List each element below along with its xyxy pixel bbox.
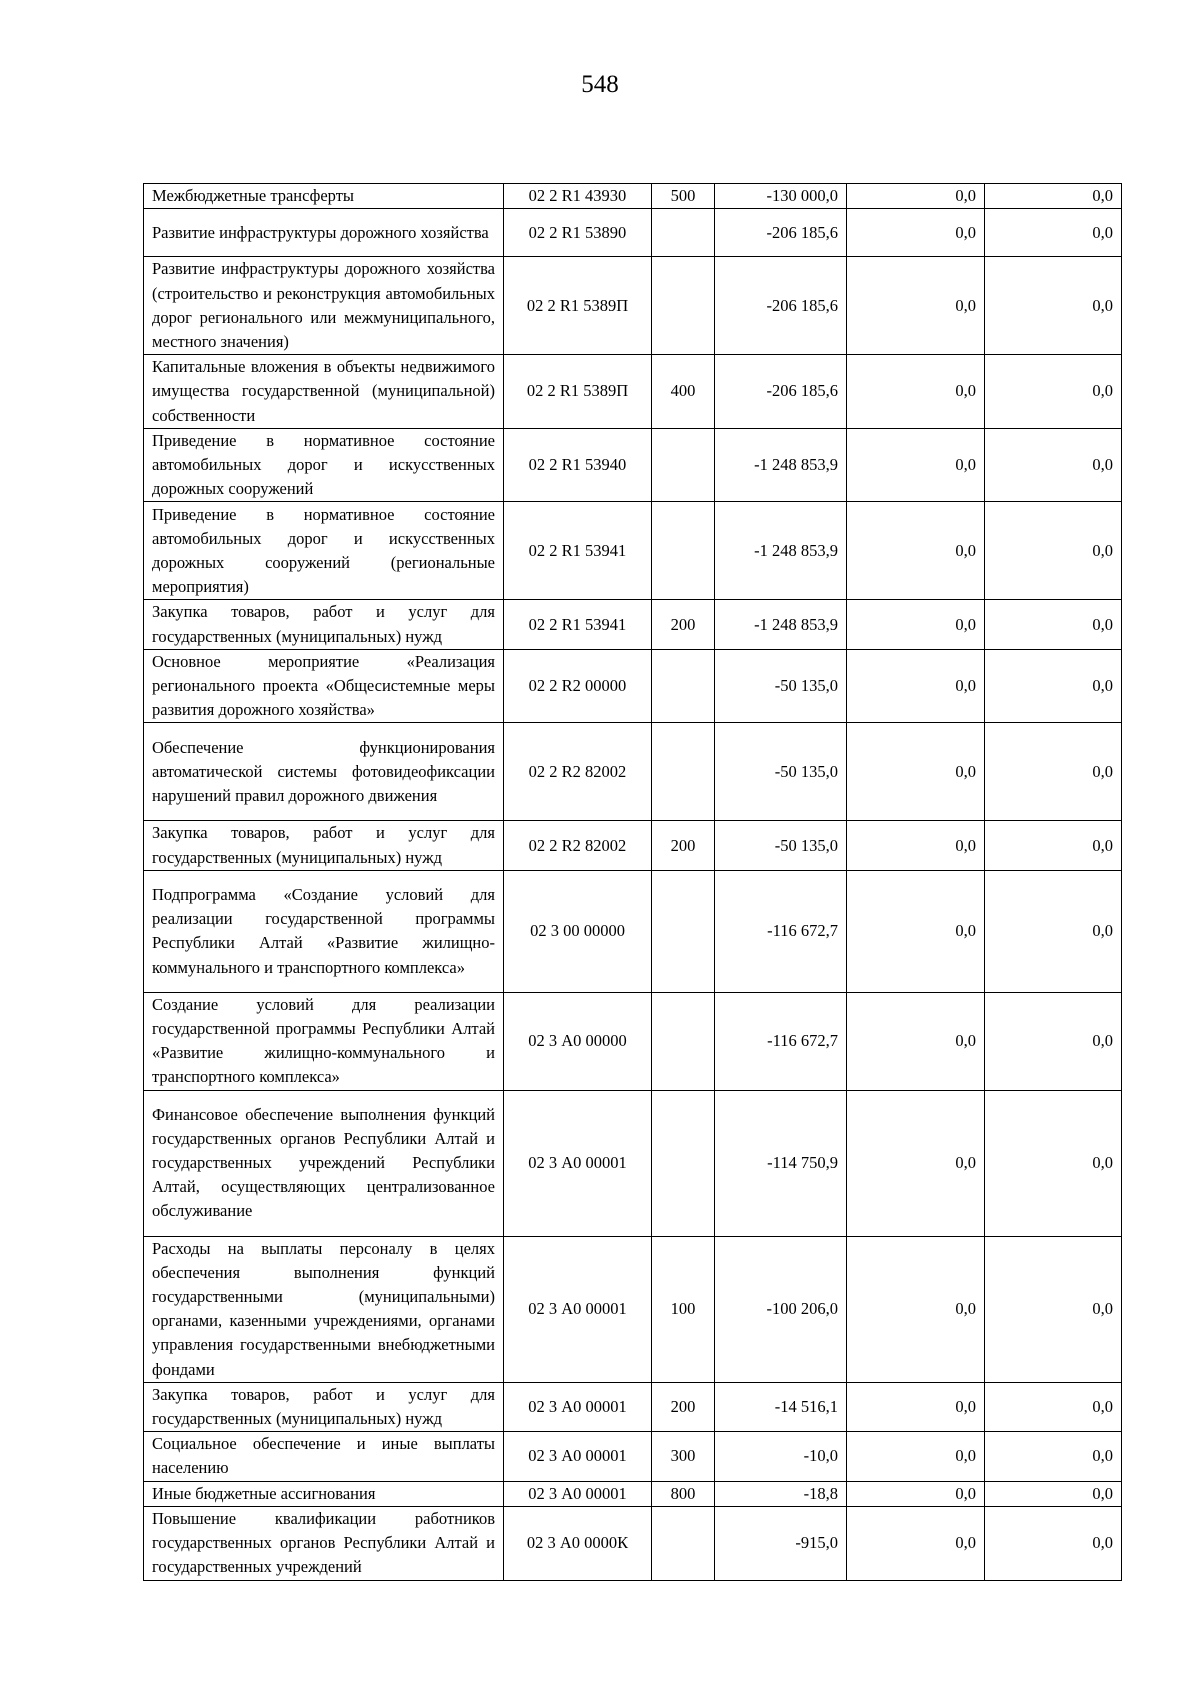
row-year2-cell: 0,0	[847, 1481, 985, 1506]
table-row	[144, 209, 1122, 257]
table-row	[144, 992, 1122, 1090]
row-amount-cell: -1 248 853,9	[715, 502, 847, 600]
row-amount-cell: -206 185,6	[715, 257, 847, 355]
row-name-cell: Развитие инфраструктуры дорожного хозяйства (строительство и реконструкция автомобильных дорог регионального или межмуниципального, местного значения)	[144, 257, 504, 355]
row-code-cell: 02 2 R2 82002	[504, 821, 652, 870]
row-code-cell: 02 2 R1 53941	[504, 600, 652, 649]
row-code-cell: 02 3 00 00000	[504, 870, 652, 992]
row-code-cell: 02 2 R1 5389П	[504, 355, 652, 429]
row-year3-cell: 0,0	[985, 1481, 1122, 1506]
table-row	[144, 1236, 1122, 1382]
row-amount-cell: -1 248 853,9	[715, 428, 847, 502]
row-expense-type-cell: 200	[652, 600, 715, 649]
table-row	[144, 870, 1122, 992]
row-year3-cell: 0,0	[985, 184, 1122, 209]
row-year2-cell: 0,0	[847, 600, 985, 649]
row-expense-type-cell	[652, 209, 715, 257]
row-expense-type-cell: 200	[652, 821, 715, 870]
row-year2-cell: 0,0	[847, 355, 985, 429]
row-year2-cell: 0,0	[847, 1236, 985, 1382]
row-amount-cell: -18,8	[715, 1481, 847, 1506]
row-amount-cell: -114 750,9	[715, 1090, 847, 1236]
row-expense-type-cell	[652, 257, 715, 355]
row-code-cell: 02 2 R1 53940	[504, 428, 652, 502]
row-year2-cell: 0,0	[847, 209, 985, 257]
table-row	[144, 184, 1122, 209]
row-name-cell: Приведение в нормативное состояние автомобильных дорог и искусственных дорожных сооружений	[144, 428, 504, 502]
row-name-cell: Социальное обеспечение и иные выплаты населению	[144, 1432, 504, 1481]
row-code-cell: 02 3 А0 0000К	[504, 1506, 652, 1580]
row-name-cell: Приведение в нормативное состояние автомобильных дорог и искусственных дорожных сооружений (региональные мероприятия)	[144, 502, 504, 600]
row-name-cell: Финансовое обеспечение выполнения функций государственных органов Республики Алтай и государственных учреждений Республики Алтай, осуществляющих централизованное обслуживание	[144, 1090, 504, 1236]
row-amount-cell: -100 206,0	[715, 1236, 847, 1382]
row-year3-cell: 0,0	[985, 649, 1122, 723]
row-expense-type-cell: 500	[652, 184, 715, 209]
row-code-cell: 02 2 R2 00000	[504, 649, 652, 723]
row-code-cell: 02 3 А0 00001	[504, 1090, 652, 1236]
row-expense-type-cell	[652, 723, 715, 821]
row-amount-cell: -206 185,6	[715, 355, 847, 429]
row-name-cell: Закупка товаров, работ и услуг для государственных (муниципальных) нужд	[144, 600, 504, 649]
row-code-cell: 02 3 А0 00001	[504, 1481, 652, 1506]
row-year2-cell: 0,0	[847, 1432, 985, 1481]
row-year3-cell: 0,0	[985, 1506, 1122, 1580]
row-expense-type-cell	[652, 870, 715, 992]
row-amount-cell: -50 135,0	[715, 649, 847, 723]
row-year3-cell: 0,0	[985, 355, 1122, 429]
row-year3-cell: 0,0	[985, 870, 1122, 992]
row-year3-cell: 0,0	[985, 1090, 1122, 1236]
table-row	[144, 1481, 1122, 1506]
row-expense-type-cell	[652, 502, 715, 600]
row-name-cell: Повышение квалификации работников государственных органов Республики Алтай и государственных учреждений	[144, 1506, 504, 1580]
row-expense-type-cell	[652, 1090, 715, 1236]
row-amount-cell: -915,0	[715, 1506, 847, 1580]
row-year2-cell: 0,0	[847, 1090, 985, 1236]
budget-table	[143, 183, 1122, 1581]
row-name-cell: Капитальные вложения в объекты недвижимого имущества государственной (муниципальной) собственности	[144, 355, 504, 429]
table-row	[144, 1432, 1122, 1481]
row-code-cell: 02 2 R1 43930	[504, 184, 652, 209]
row-amount-cell: -50 135,0	[715, 723, 847, 821]
row-year2-cell: 0,0	[847, 257, 985, 355]
row-code-cell: 02 3 А0 00001	[504, 1382, 652, 1431]
row-code-cell: 02 3 А0 00001	[504, 1432, 652, 1481]
row-year3-cell: 0,0	[985, 1432, 1122, 1481]
row-year3-cell: 0,0	[985, 992, 1122, 1090]
row-year3-cell: 0,0	[985, 821, 1122, 870]
row-name-cell: Закупка товаров, работ и услуг для государственных (муниципальных) нужд	[144, 1382, 504, 1431]
row-code-cell: 02 2 R2 82002	[504, 723, 652, 821]
table-row	[144, 723, 1122, 821]
row-amount-cell: -10,0	[715, 1432, 847, 1481]
row-amount-cell: -206 185,6	[715, 209, 847, 257]
row-name-cell: Развитие инфраструктуры дорожного хозяйства	[144, 209, 504, 257]
table-row	[144, 649, 1122, 723]
row-name-cell: Закупка товаров, работ и услуг для государственных (муниципальных) нужд	[144, 821, 504, 870]
row-amount-cell: -14 516,1	[715, 1382, 847, 1431]
table-row	[144, 1382, 1122, 1431]
page-number: 548	[581, 71, 619, 98]
row-expense-type-cell	[652, 649, 715, 723]
table-row	[144, 1090, 1122, 1236]
budget-table-body	[144, 184, 1122, 1581]
row-year3-cell: 0,0	[985, 1382, 1122, 1431]
table-row	[144, 355, 1122, 429]
table-row	[144, 257, 1122, 355]
row-year2-cell: 0,0	[847, 1382, 985, 1431]
row-name-cell: Межбюджетные трансферты	[144, 184, 504, 209]
row-expense-type-cell	[652, 428, 715, 502]
row-year3-cell: 0,0	[985, 209, 1122, 257]
row-expense-type-cell: 800	[652, 1481, 715, 1506]
row-code-cell: 02 2 R1 53941	[504, 502, 652, 600]
row-name-cell: Расходы на выплаты персоналу в целях обеспечения выполнения функций государственными (муниципальными) органами, казенными учреждениями, органами управления государственными внебюджетными фондами	[144, 1236, 504, 1382]
table-row	[144, 502, 1122, 600]
row-name-cell: Обеспечение функционирования автоматической системы фотовидеофиксации нарушений правил дорожного движения	[144, 723, 504, 821]
row-expense-type-cell: 300	[652, 1432, 715, 1481]
row-year3-cell: 0,0	[985, 257, 1122, 355]
row-year3-cell: 0,0	[985, 428, 1122, 502]
row-amount-cell: -116 672,7	[715, 992, 847, 1090]
row-name-cell: Создание условий для реализации государственной программы Республики Алтай «Развитие жилищно-коммунального и транспортного комплекса»	[144, 992, 504, 1090]
row-year3-cell: 0,0	[985, 502, 1122, 600]
row-year2-cell: 0,0	[847, 184, 985, 209]
row-code-cell: 02 2 R1 53890	[504, 209, 652, 257]
table-row	[144, 821, 1122, 870]
row-code-cell: 02 3 А0 00000	[504, 992, 652, 1090]
row-expense-type-cell	[652, 1506, 715, 1580]
row-year3-cell: 0,0	[985, 1236, 1122, 1382]
row-amount-cell: -130 000,0	[715, 184, 847, 209]
row-year2-cell: 0,0	[847, 870, 985, 992]
row-year2-cell: 0,0	[847, 649, 985, 723]
table-row	[144, 1506, 1122, 1580]
row-code-cell: 02 3 А0 00001	[504, 1236, 652, 1382]
row-year2-cell: 0,0	[847, 1506, 985, 1580]
row-year2-cell: 0,0	[847, 502, 985, 600]
row-expense-type-cell: 400	[652, 355, 715, 429]
row-year3-cell: 0,0	[985, 723, 1122, 821]
row-amount-cell: -1 248 853,9	[715, 600, 847, 649]
row-expense-type-cell	[652, 992, 715, 1090]
row-name-cell: Подпрограмма «Создание условий для реализации государственной программы Республики Алтай «Развитие жилищно-коммунального и транспортного комплекса»	[144, 870, 504, 992]
table-row	[144, 428, 1122, 502]
row-name-cell: Основное мероприятие «Реализация регионального проекта «Общесистемные меры развития дорожного хозяйства»	[144, 649, 504, 723]
table-row	[144, 600, 1122, 649]
row-year2-cell: 0,0	[847, 723, 985, 821]
row-year2-cell: 0,0	[847, 428, 985, 502]
row-amount-cell: -50 135,0	[715, 821, 847, 870]
row-expense-type-cell: 100	[652, 1236, 715, 1382]
row-amount-cell: -116 672,7	[715, 870, 847, 992]
row-year2-cell: 0,0	[847, 992, 985, 1090]
row-code-cell: 02 2 R1 5389П	[504, 257, 652, 355]
row-expense-type-cell: 200	[652, 1382, 715, 1431]
row-name-cell: Иные бюджетные ассигнования	[144, 1481, 504, 1506]
row-year2-cell: 0,0	[847, 821, 985, 870]
row-year3-cell: 0,0	[985, 600, 1122, 649]
